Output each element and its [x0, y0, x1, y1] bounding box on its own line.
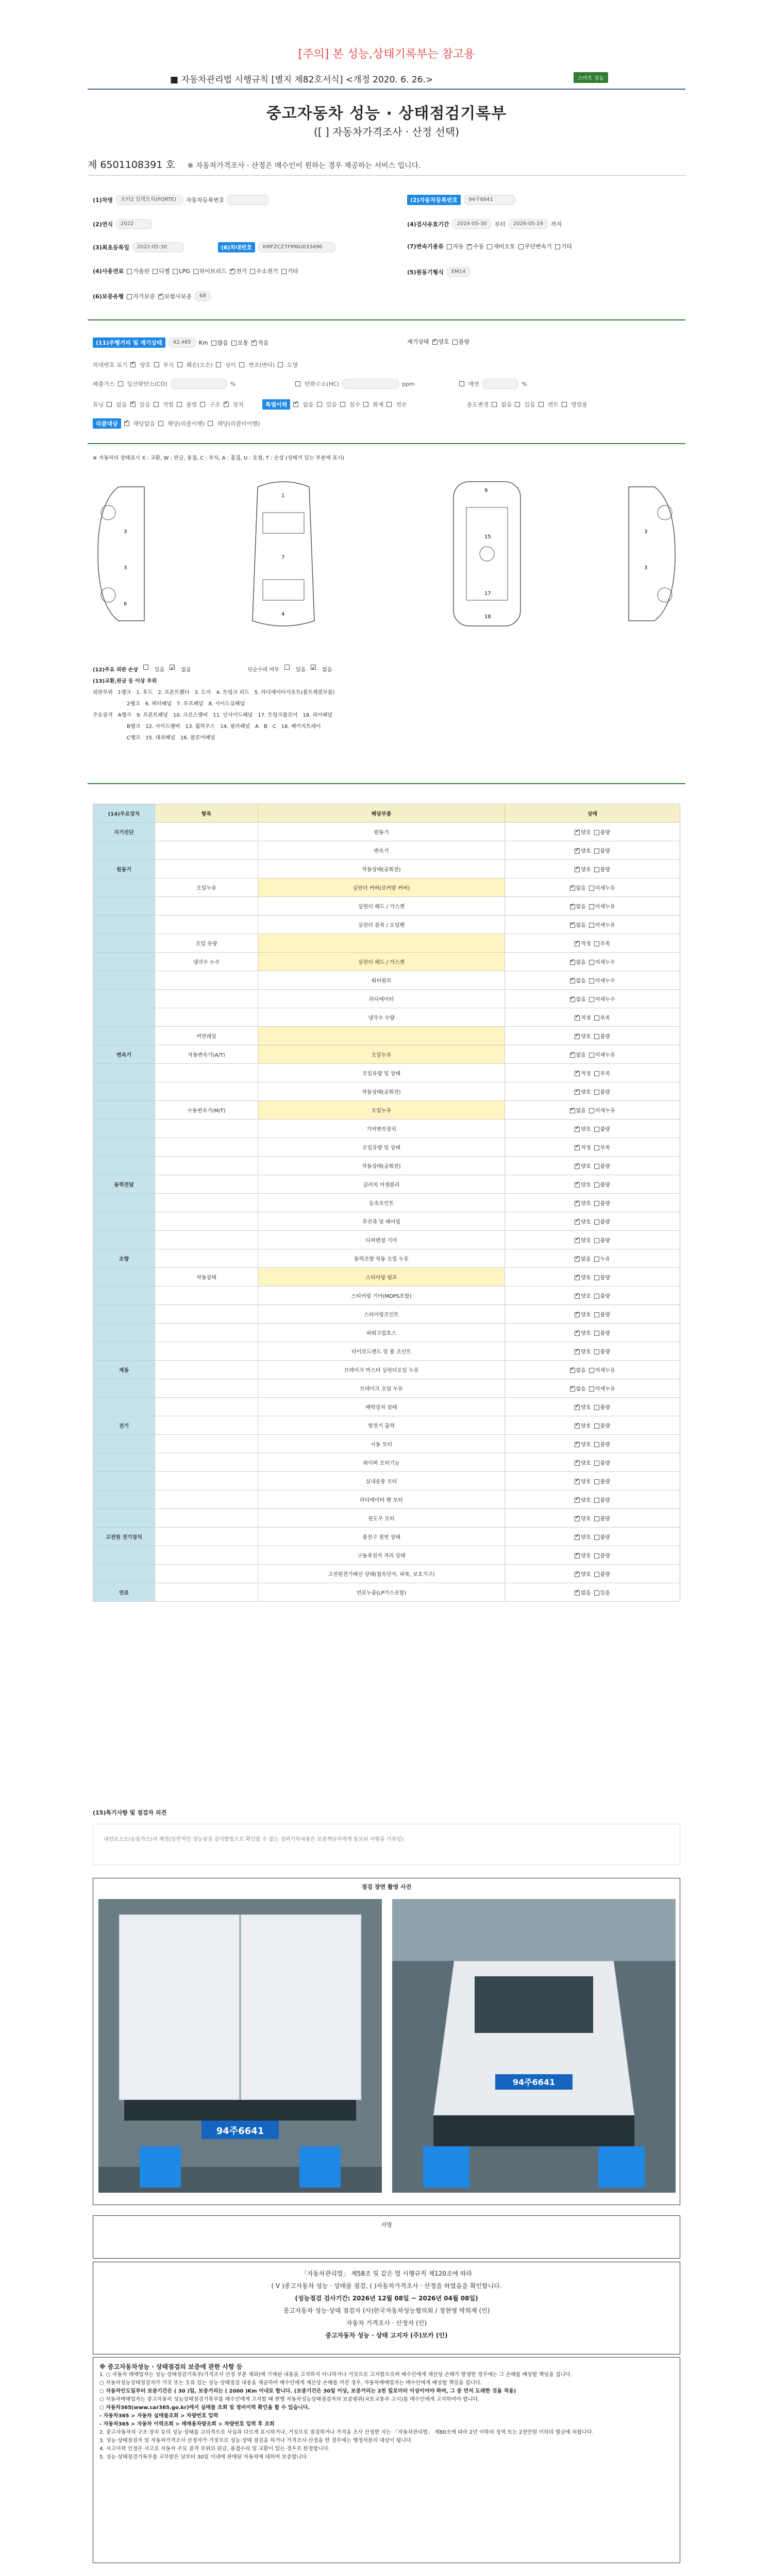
category-cell [93, 1286, 155, 1305]
front-photo [392, 1899, 676, 2193]
subgroup-cell [155, 1509, 258, 1528]
part-cell: 브레이크 오일 누유 [258, 1379, 505, 1398]
category-cell [93, 897, 155, 916]
car-name-field[interactable]: 포터2 일렉트릭(PORTE) [116, 195, 183, 205]
category-cell: 연료 [93, 1583, 155, 1602]
svg-text:4: 4 [281, 612, 285, 617]
subgroup-cell [155, 1416, 258, 1435]
part-cell: 등속조인트 [258, 1194, 505, 1212]
part-cell: 실린더 헤드 / 가스켓 [258, 953, 505, 971]
table-row [93, 990, 680, 1008]
category-cell [93, 1082, 155, 1101]
part-cell: 작동상태(공회전) [258, 1082, 505, 1101]
subgroup-cell [155, 1157, 258, 1175]
status-cell[interactable]: ✓ 양호 불량 [505, 1490, 680, 1509]
table-row [93, 897, 680, 916]
status-cell[interactable]: ✓ 양호 불량 [505, 1027, 680, 1045]
svg-text:3: 3 [644, 529, 648, 535]
car-name-row: (1)차명 포터2 일렉트릭(PORTE) 자동차등록번호 [93, 195, 268, 205]
part-cell: 워터펌프 [258, 971, 505, 990]
category-cell [93, 971, 155, 990]
part-cell: 냉각수 수량 [258, 1008, 505, 1027]
checks-row-1: 차대번호 표기 ✓ 양호 부식 훼손(오손) 상이 변조(변타) 도말 [93, 361, 298, 369]
subgroup-cell [155, 1120, 258, 1138]
certificate-number: 제 6501108391 호 [88, 159, 175, 171]
part-cell: 작동상태(공회전) [258, 1157, 505, 1175]
vehicle-diagram [88, 461, 685, 667]
table-row [93, 1583, 680, 1602]
table-row [93, 878, 680, 897]
part-cell: 기어변속장치 [258, 1120, 505, 1138]
table-row [93, 1194, 680, 1212]
first-registration-row: (3)최초등록일 2022-05-30 (6)차대번호 KMFZCZ7FMNU033496 [93, 242, 335, 252]
table-row [93, 1286, 680, 1305]
category-cell [93, 1138, 155, 1157]
table-row [93, 1361, 680, 1379]
category-cell [93, 841, 155, 860]
table-row [93, 860, 680, 878]
category-cell [93, 1565, 155, 1583]
part-cell: 변속기 [258, 841, 505, 860]
part-cell: 실린더 커버(로커암 커버) [258, 878, 505, 897]
status-cell[interactable]: ✓ 없음 미세누유 [505, 1045, 680, 1064]
status-cell[interactable]: ✓ 양호 불량 [505, 841, 680, 860]
subgroup-cell [155, 1305, 258, 1324]
part-cell: 스티어링 기어(MDPS포함) [258, 1286, 505, 1305]
status-cell[interactable]: ✓ 양호 불량 [505, 1453, 680, 1472]
table-row [93, 934, 680, 953]
status-cell[interactable]: ✓ 양호 불량 [505, 1416, 680, 1435]
status-cell[interactable]: ✓ 양호 불량 [505, 1120, 680, 1138]
table-row [93, 1472, 680, 1490]
category-cell: 변속기 [93, 1045, 155, 1064]
status-cell[interactable]: ✓ 양호 불량 [505, 1398, 680, 1416]
year-field[interactable]: 2022 [116, 219, 152, 229]
subgroup-cell [155, 1138, 258, 1157]
part-cell: 원동기 [258, 823, 505, 841]
notice-text: [주의] 본 성능,상태기록부는 참고용 [298, 48, 475, 61]
subgroup-cell [155, 841, 258, 860]
status-cell[interactable]: ✓ 양호 불량 [505, 1212, 680, 1231]
svg-text:3: 3 [124, 565, 127, 571]
category-cell [93, 916, 155, 934]
svg-text:18: 18 [484, 614, 491, 620]
status-cell[interactable]: ✓ 없음 미세누유 [505, 1379, 680, 1398]
status-cell[interactable]: ✓ 양호 불량 [505, 1082, 680, 1101]
first-registration-field[interactable]: 2022-05-30 [132, 242, 184, 252]
category-cell [93, 990, 155, 1008]
status-cell[interactable]: ✓ 없음 미세누유 [505, 1101, 680, 1120]
subgroup-cell [155, 1546, 258, 1565]
table-row [93, 1268, 680, 1286]
part-cell: 동력조향 작동 오일 누유 [258, 1249, 505, 1268]
part-cell: 배력장치 상태 [258, 1398, 505, 1416]
subgroup-cell [155, 1231, 258, 1249]
status-cell[interactable]: ✓ 양호 불량 [505, 1546, 680, 1565]
table-row [93, 1045, 680, 1064]
status-cell[interactable]: ✓ 양호 불량 [505, 1324, 680, 1342]
subgroup-cell: 오일누유 [155, 878, 258, 897]
signature-block: 「자동차관리법」 제58조 및 같은 법 시행규칙 제120조에 따라 ( V )중고자동차 성능 · 상태를 점검, ( )자동차가격조사 · 산정을 하였음을 확인합니다. (성능점검 검사기간: 2026년 12월 08일 ~ 2026년 04월 08일) 중고자동차 성능·상태 점검자 (사)한국자동차성능협의회 / 정현영 박희재 (인) 자동차 가격조사 · 산정자 (인) 중고자동차 성능 · 상태 고지자 (주)모카 (인) [93, 2262, 680, 2354]
table-row [93, 1082, 680, 1101]
status-cell[interactable]: ✓ 양호 불량 [505, 823, 680, 841]
category-cell [93, 1490, 155, 1509]
subgroup-cell [155, 916, 258, 934]
status-cell[interactable]: ✓ 양호 불량 [505, 1528, 680, 1546]
svg-text:3: 3 [644, 565, 648, 571]
table-row [93, 1231, 680, 1249]
table-row [93, 1120, 680, 1138]
rear-photo [98, 1899, 382, 2193]
year-row: (2)연식 2022 [93, 219, 152, 229]
part-cell: 실내송풍 모터 [258, 1472, 505, 1490]
subgroup-cell [155, 1008, 258, 1027]
subgroup-cell [155, 1342, 258, 1361]
checks-row-2: 배출가스 일산화탄소(CO) % 탄화수소(HC) ppm 매연 % [93, 379, 527, 389]
part-cell: 작동상태(공회전) [258, 860, 505, 878]
subgroup-cell [155, 1565, 258, 1583]
category-cell [93, 1101, 155, 1120]
table-row [93, 1398, 680, 1416]
mileage-row: (11)주행거리 및 계기상태 42,465 Km 많음 보통 ✓ 적음 [93, 337, 268, 348]
subgroup-cell [155, 1175, 258, 1194]
status-cell[interactable]: ✓ 양호 불량 [505, 1286, 680, 1305]
engine-type-row: (5)원동기형식 EM14 [407, 267, 470, 277]
category-cell [93, 1379, 155, 1398]
category-cell [93, 878, 155, 897]
table-row [93, 1324, 680, 1342]
table-row [93, 1101, 680, 1120]
category-cell [93, 1194, 155, 1212]
front-plate: 94주6641 [512, 2077, 556, 2087]
category-cell [93, 1453, 155, 1472]
part-cell: 발전기 출력 [258, 1416, 505, 1435]
status-cell[interactable]: ✓ 적정 부족 [505, 1008, 680, 1027]
status-cell[interactable]: ✓ 양호 불량 [505, 1342, 680, 1361]
table-row [93, 1565, 680, 1583]
subgroup-cell [155, 971, 258, 990]
table-row [93, 1212, 680, 1231]
special-notes: 내연료소모(승용가스)의 체결(일반적인 성능점검 검사방법으로 확인할 수 없는 정비기록내용은 보증책임자에게 통보된 사항을 기록됨) [93, 1824, 680, 1865]
category-cell [93, 1305, 155, 1324]
category-cell: 고전원 전기장치 [93, 1528, 155, 1546]
table-row [93, 1157, 680, 1175]
subgroup-cell: 냉각수 누수 [155, 953, 258, 971]
category-cell [93, 1546, 155, 1565]
rear-plate: 94주6641 [216, 2126, 264, 2137]
status-cell[interactable]: ✓ 양호 불량 [505, 1231, 680, 1249]
status-cell[interactable]: ✓ 없음 미세누유 [505, 916, 680, 934]
part-cell: 라디에이터 [258, 990, 505, 1008]
category-cell [93, 1212, 155, 1231]
status-cell[interactable]: ✓ 없음 미세누유 [505, 878, 680, 897]
category-cell [93, 1472, 155, 1490]
status-cell[interactable]: ✓ 양호 불량 [505, 1565, 680, 1583]
part-cell: 클러치 어셈블리 [258, 1175, 505, 1194]
subgroup-cell [155, 1472, 258, 1490]
part-cell: 와이퍼 모터기능 [258, 1453, 505, 1472]
table-row [93, 916, 680, 934]
car-frame-view [443, 477, 531, 631]
subgroup-cell: 자동변속기(A/T) [155, 1045, 258, 1064]
part-cell: 스티어링 펌프 [258, 1268, 505, 1286]
warranty-row: (6)보증유형 자가보증 ✓ 보험사보증 68 [93, 291, 211, 301]
category-cell: 조향 [93, 1249, 155, 1268]
signature-label: 서명 [93, 2215, 680, 2259]
inspection-valid-row: (4)검사유효기간 2024-05-30 부터 2026-05-29 까지 [407, 219, 562, 229]
part-cell: 시동 모터 [258, 1435, 505, 1453]
part-cell: 실린더 헤드 / 가스켓 [258, 897, 505, 916]
part-cell [258, 1027, 505, 1045]
table-row [93, 1138, 680, 1157]
page-subtitle: ([ ] 자동차가격조사 · 산정 선택) [314, 126, 459, 138]
damage-list: (12)주요 외판 손상 있음 ✓ 없음 단순수리 여부 있음 ✓ 없음 (13)교환,판금 등 이상 부위 외판부위 1랭크 1. 후드 2. 프론트휀더 3. 도어 4. 트렁크 리드 5. 라디에이터서포트(볼트체결부품) 2랭크 6. 쿼터패널 7. 루프패널 8. 사이드실패널 주요골격 A랭크 9. 프론트패널 10. 크로스멤버 11. 인사이드패널 17. 트렁크플로어 18. 리어패널 B랭크 12. 사이드멤버 13. 휠하우스 14. 필러패널 A B C 16. 패키지트레이 C랭크 15. 대쉬패널 16. 플로어패널 [93, 665, 334, 744]
table-row [93, 971, 680, 990]
car-left-side [88, 482, 155, 626]
table-row [93, 1509, 680, 1528]
status-cell[interactable]: ✓ 양호 불량 [505, 1435, 680, 1453]
subgroup-cell [155, 1286, 258, 1305]
subgroup-cell: 작동상태 [155, 1268, 258, 1286]
category-cell [93, 1324, 155, 1342]
category-cell [93, 1342, 155, 1361]
table-row [93, 1453, 680, 1472]
status-cell[interactable]: ✓ 양호 불량 [505, 1305, 680, 1324]
svg-text:1: 1 [281, 493, 285, 499]
category-cell [93, 1157, 155, 1175]
subgroup-cell [155, 1249, 258, 1268]
subgroup-cell [155, 1398, 258, 1416]
part-cell: 오일누유 [258, 1101, 505, 1120]
page-title: 중고자동차 성능 · 상태점검기록부 [266, 105, 507, 123]
part-cell: 오일유량 및 상태 [258, 1064, 505, 1082]
status-cell[interactable]: ✓ 양호 불량 [505, 1509, 680, 1528]
category-cell [93, 1027, 155, 1045]
photo-section: 점검 장면 촬영 사진 94주6641 94주6641 [93, 1878, 680, 2205]
subgroup-cell [155, 1490, 258, 1509]
status-cell[interactable]: ✓ 양호 불량 [505, 1157, 680, 1175]
checks-row-4: 리콜대상 ✓ 해당없음 해당(리콜이행) 해당(리콜미이행) [93, 418, 260, 429]
inspection-table: (14)주요장치 항목 해당부품 상태 자기진단 원동기 ✓ 양호 불량 변속기 ✓ 양호 불량 원동기 작동상태(공회전) ✓ 양호 불량 오일누유 실린더 커버(로커암 커버) ✓ 없음 미세누유 실린더 헤드 / 가스켓 ✓ 없음 미세누유 실린더 블록 / 오일팬 ✓ 없음 미세누유 오일 유량 ✓ 적정 부족 냉각수 누수 실린더 헤드 / 가스켓 ✓ 없음 미세누수 워터펌프 ✓ 없음 미세누수 라디에이터 ✓ 없음 미세누수 냉각수 수량 ✓ 적정 부족 커먼레일 ✓ 양호 불량 변속기 자동변속기(A/T) 오일누유 ✓ 없음 미세누유 오일유량 및 상태 ✓ 적정 부족 작동상태(공회전) ✓ 양호 불량 수동변속기(M/T) 오일누유 ✓ 없음 미세누유 기어변속장치 ✓ 양호 불량 오일유량 및 상태 ✓ 적정 부족 작동상태(공회전) ✓ 양호 불량 동력전달 클러치 어셈블리 ✓ 양호 불량 등속조인트 ✓ 양호 불량 추진축 및 베어링 ✓ 양호 불량 디퍼렌셜 기어 ✓ 양호 불량 조향 동력조향 작동 오일 누유 ✓ 없음 누유 작동상태 스티어링 펌프 ✓ 양호 불량 스티어링 기어(MDPS포함) ✓ 양호 불량 스티어링조인트 ✓ 양호 불량 파워고압호스 ✓ 양호 불량 타이로드엔드 및 볼 조인트 ✓ 양호 불량 제동 브레이크 마스터 실린더오일 누유 ✓ 없음 미세누유 브레이크 오일 누유 ✓ 없음 미세누유 배력장치 상태 ✓ 양호 불량 전기 발전기 출력 ✓ 양호 불량 시동 모터 ✓ 양호 불량 와이퍼 모터기능 ✓ 양호 불량 실내송풍 모터 ✓ 양호 불량 라디에이터 팬 모터 ✓ 양호 불량 윈도우 모터 ✓ 양호 불량 고전원 전기장치 충전구 절연 상태 ✓ 양호 불량 구동축전지 격리 상태 ✓ 양호 불량 고전원전기배선 상태(접속단자, 피복, 보호기구) ✓ 양호 불량 연료 연료누출(LP가스포함) ✓ 없음 있음 [93, 804, 680, 1602]
car-top-view [242, 477, 325, 631]
table-row [93, 1064, 680, 1082]
subgroup-cell: 커먼레일 [155, 1027, 258, 1045]
part-cell [258, 934, 505, 953]
registration-row: (2)자동차등록번호 94주6641 [407, 195, 515, 205]
category-cell: 자기진단 [93, 823, 155, 841]
category-cell [93, 1268, 155, 1286]
table-row [93, 1528, 680, 1546]
part-cell: 라디에이터 팬 모터 [258, 1490, 505, 1509]
category-cell [93, 934, 155, 953]
subgroup-cell [155, 1064, 258, 1082]
category-cell: 제동 [93, 1361, 155, 1379]
transmission-row: (7)변속기종류 자동 ✓ 수동 세미오토 무단변속기 기타 [407, 242, 572, 250]
table-row [93, 1175, 680, 1194]
table-row [93, 1416, 680, 1435]
part-cell: 브레이크 마스터 실린더오일 누유 [258, 1361, 505, 1379]
part-cell: 연료누출(LP가스포함) [258, 1583, 505, 1602]
table-row [93, 1435, 680, 1453]
subgroup-cell [155, 823, 258, 841]
part-cell: 스티어링조인트 [258, 1305, 505, 1324]
part-cell: 오일누유 [258, 1045, 505, 1064]
subgroup-cell [155, 1379, 258, 1398]
table-row [93, 1305, 680, 1324]
table-row [93, 1546, 680, 1565]
mileage-field[interactable]: 42,465 [169, 337, 196, 348]
status-cell[interactable]: ✓ 없음 미세누수 [505, 971, 680, 990]
status-cell[interactable]: ✓ 양호 불량 [505, 1472, 680, 1490]
certificate-note: ※ 자동차가격조사 · 산정은 매수인이 원하는 경우 제공하는 서비스 입니다. [187, 162, 421, 170]
category-cell: 원동기 [93, 860, 155, 878]
subgroup-cell [155, 1453, 258, 1472]
category-cell: 동력전달 [93, 1175, 155, 1194]
table-row [93, 1379, 680, 1398]
svg-text:3: 3 [124, 529, 127, 535]
certificate-row [88, 157, 685, 171]
subgroup-cell [155, 1082, 258, 1101]
category-cell [93, 1231, 155, 1249]
part-cell: 윈도우 모터 [258, 1509, 505, 1528]
subgroup-cell [155, 1212, 258, 1231]
engine-type-field[interactable]: EM14 [447, 267, 470, 277]
part-cell: 고전원전기배선 상태(접속단자, 피복, 보호기구) [258, 1565, 505, 1583]
table-row [93, 1027, 680, 1045]
status-cell[interactable]: ✓ 양호 불량 [505, 1175, 680, 1194]
category-cell [93, 953, 155, 971]
subgroup-cell [155, 1583, 258, 1602]
checks-row-3: 튜닝 없음 ✓ 있음 적법 불법 구조 ✓ 장치 특별이력 ✓ 없음 있음 침수 화재 전손 용도변경 없음 있음 렌트 영업용 [93, 399, 587, 410]
table-row [93, 1490, 680, 1509]
status-cell[interactable]: ✓ 적정 부족 [505, 934, 680, 953]
subgroup-cell [155, 860, 258, 878]
category-cell [93, 1435, 155, 1453]
status-cell[interactable]: ✓ 없음 미세누수 [505, 990, 680, 1008]
status-cell[interactable]: ✓ 적정 부족 [505, 1064, 680, 1082]
subgroup-cell [155, 1361, 258, 1379]
table-row [93, 823, 680, 841]
car-code-field[interactable] [227, 195, 268, 205]
valid-from-field[interactable]: 2024-05-30 [452, 219, 491, 229]
category-cell [93, 1064, 155, 1082]
table-row [93, 1249, 680, 1268]
status-cell[interactable]: ✓ 없음 미세누수 [505, 953, 680, 971]
status-cell[interactable]: ✓ 없음 미세누유 [505, 1361, 680, 1379]
svg-text:17: 17 [484, 591, 491, 597]
category-cell [93, 1398, 155, 1416]
svg-text:7: 7 [281, 555, 285, 561]
category-cell [93, 1008, 155, 1027]
warranty-field[interactable]: 68 [195, 291, 211, 301]
part-cell: 타이로드엔드 및 볼 조인트 [258, 1342, 505, 1361]
table-row [93, 1008, 680, 1027]
law-reference: ■ 자동차관리법 시행규칙 [별지 제82호서식] <개정 2020. 6. 26.> [170, 75, 433, 85]
status-cell[interactable]: ✓ 적정 부족 [505, 1138, 680, 1157]
part-cell: 오일유량 및 상태 [258, 1138, 505, 1157]
subgroup-cell [155, 1324, 258, 1342]
registration-field[interactable]: 94주6641 [464, 195, 515, 205]
special-title: (15)특기사항 및 점검자 의견 [93, 1809, 167, 1816]
part-cell: 추진축 및 베어링 [258, 1212, 505, 1231]
valid-to-field[interactable]: 2026-05-29 [509, 219, 548, 229]
table-row [93, 1342, 680, 1361]
category-cell [93, 1509, 155, 1528]
status-cell[interactable]: ✓ 양호 불량 [505, 1194, 680, 1212]
diagram-legend: ※ 자동차의 상태표시 X : 교환, W : 판금, 용접, C : 부식, A : 흠집, U : 요철, T : 손상 (상태가 있는 부분에 표시) [93, 455, 345, 461]
status-cell[interactable]: ✓ 양호 불량 [505, 860, 680, 878]
subgroup-cell: 오일 유량 [155, 934, 258, 953]
svg-text:6: 6 [124, 601, 127, 607]
category-cell [93, 1120, 155, 1138]
warranty-guide: ※ 중고자동차성능 · 상태점검의 보증에 관한 사항 등 1. ○ 자동차 매매업자는 성능·상태점검기록부(가격조사 산정 부분 제외)에 기재된 내용을 고지하지 아니하거나 거짓으로 고지함으로써 매수인에게 재산상 손해가 발생한 경우에는 그 손해를 배상할 책임을 집니다. ○ 자동차성능상태점검자가 거짓 또는 오류 있는 성능·상태점검 내용을 제공하여 매수인에게 재산상 손해를 끼친 경우, 자동차매매업자는 매수인에게 배상할 책임을 집니다. ○ 자동차인도일부터 보증기간은 ( 30 )일, 보증거리는 ( 2000 )Km 이내로 합니다. (보증기간은 30일 이상, 보증거리는 2천 킬로미터 이상이어야 하며, 그 중 먼저 도래한 것을 적용) ○ 자동차매매업자는 중고자동차 성능상태점검기록부를 매수인에게 고지할 때 현행 자동차성능상태점검자의 보증범위(국토교통부 고시)를 매수인에게 고지하여야 합니다. ○ 자동차365(www.car365.go.kr)에서 실매물 조회 및 정비이력 확인을 할 수 있습니다. - 자동차365 > 자동차 실매물조회 > 차량번호 입력 - 자동차365 > 자동차 이력조회 > 매매용차량조회 > 차량번호 입력 후 조회 2. 중고자동차의 구조·장치 등의 성능·상태를 고의적으로 사실과 다르게 표시하거나, 거짓으로 점검하거나 가격을 조사 산정한 자는 「자동차관리법」 제80조에 따라 2년 이하의 징역 또는 2천만원 이하의 벌금에 처합니다. 3. 성능·상태점검자 및 자동차가격조사 산정자가 거짓으로 성능·상태 점검을 하거나 가격조사·산정을 한 경우에는 행정처분의 대상이 됩니다. 4. 사고이력 인정은 사고로 자동차 주요 골격 부위의 판금, 용접수리 및 교환이 있는 경우로 한정합니다. 5. 성능·상태점검기록부를 교부받은 날부터 30일 이내에 판매된 자동차에 대하여 보증합니다. [93, 2357, 680, 2563]
smart-badge[interactable]: 스마트 성능 [574, 72, 608, 83]
part-cell: 디퍼렌셜 기어 [258, 1231, 505, 1249]
gauge-row: 계기상태 ✓ 양호 불량 [407, 337, 469, 346]
table-row [93, 841, 680, 860]
subgroup-cell [155, 1435, 258, 1453]
status-cell[interactable]: ✓ 없음 있음 [505, 1583, 680, 1602]
fuel-row: (4)사용연료 가솔린 디젤 LPG 하이브리드 ✓ 전기 수소전기 기타 [93, 267, 298, 275]
svg-text:9: 9 [484, 488, 488, 494]
vin-field[interactable]: KMFZCZ7FMNU033496 [258, 242, 335, 252]
subgroup-cell: 수동변속기(M/T) [155, 1101, 258, 1120]
subgroup-cell [155, 897, 258, 916]
subgroup-cell [155, 990, 258, 1008]
part-cell: 충전구 절연 상태 [258, 1528, 505, 1546]
part-cell: 파워고압호스 [258, 1324, 505, 1342]
subgroup-cell [155, 1194, 258, 1212]
car-right-side [618, 482, 685, 626]
part-cell: 구동축전지 격리 상태 [258, 1546, 505, 1565]
status-cell[interactable]: ✓ 없음 누유 [505, 1249, 680, 1268]
status-cell[interactable]: ✓ 없음 미세누유 [505, 897, 680, 916]
svg-text:15: 15 [484, 534, 491, 540]
status-cell[interactable]: ✓ 양호 불량 [505, 1268, 680, 1286]
subgroup-cell [155, 1528, 258, 1546]
table-row [93, 953, 680, 971]
category-cell: 전기 [93, 1416, 155, 1435]
part-cell: 실린더 블록 / 오일팬 [258, 916, 505, 934]
